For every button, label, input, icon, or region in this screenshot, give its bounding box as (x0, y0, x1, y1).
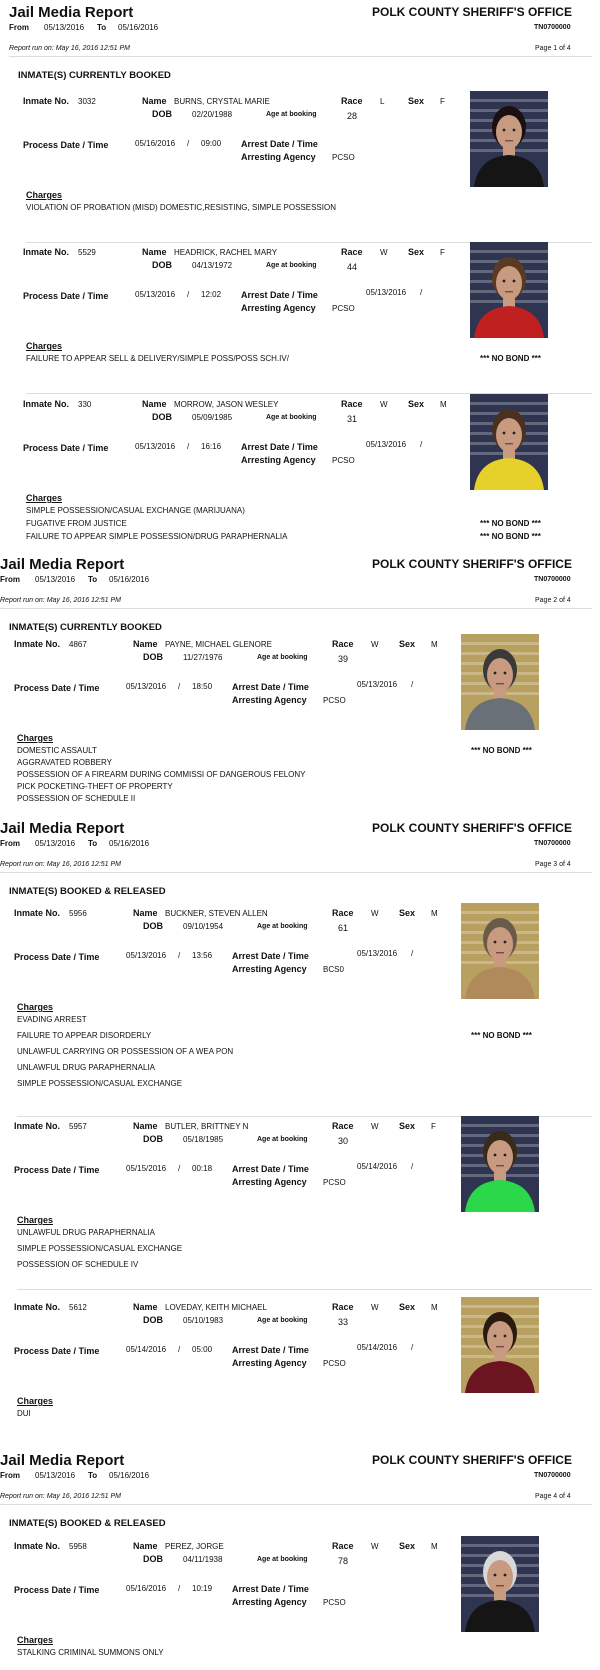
date-separator: / (187, 290, 190, 299)
report-title: Jail Media Report (0, 1452, 125, 1469)
inmate-number: 5612 (69, 1303, 87, 1312)
charges-label: Charges (17, 1002, 54, 1012)
age-value: 30 (338, 1136, 349, 1146)
charge-line: POSSESSION OF A FIREARM DURING COMMISSI OF DANGEROUS FELONY (17, 770, 306, 779)
section-title: INMATE(S) CURRENTLY BOOKED (9, 622, 162, 633)
to-label: To (97, 23, 107, 32)
report-code: TN0700000 (534, 576, 571, 583)
charges-label: Charges (17, 1635, 54, 1645)
charge-line: UNLAWFUL DRUG PARAPHERNALIA (17, 1063, 155, 1072)
process-label: Process Date / Time (14, 1165, 100, 1175)
race-value: W (371, 1122, 379, 1131)
inmate-number: 5529 (78, 248, 96, 257)
dob-value: 05/10/1983 (183, 1316, 224, 1325)
sex-label: Sex (408, 399, 425, 409)
to-label: To (88, 1471, 98, 1480)
page-number: Page 2 of 4 (535, 597, 571, 604)
sex-label: Sex (399, 1541, 416, 1551)
divider (0, 872, 592, 873)
agency-label: Arresting Agency (232, 1597, 307, 1607)
inmate-number: 4867 (69, 640, 87, 649)
divider (0, 608, 592, 609)
process-date: 05/14/2016 (126, 1345, 167, 1354)
process-time: 18:50 (192, 682, 213, 691)
inmate-no-label: Inmate No. (23, 96, 70, 106)
inmate-no-label: Inmate No. (23, 399, 70, 409)
agency-name: POLK COUNTY SHERIFF'S OFFICE (372, 821, 572, 835)
arresting-agency: PCSO (332, 153, 355, 162)
race-value: W (371, 1542, 379, 1551)
charge-line: UNLAWFUL DRUG PARAPHERNALIA (17, 1228, 155, 1237)
sex-value: M (431, 640, 438, 649)
from-date: 05/13/2016 (44, 23, 85, 32)
date-separator: / (420, 288, 423, 297)
from-date: 05/13/2016 (35, 1471, 76, 1480)
charge-line: POSSESSION OF SCHEDULE II (17, 794, 136, 803)
arresting-agency: PCSO (323, 1359, 346, 1368)
agency-label: Arresting Agency (232, 964, 307, 974)
age-value: 44 (347, 262, 358, 272)
process-time: 00:18 (192, 1164, 213, 1173)
arrest-date: 05/13/2016 (357, 949, 398, 958)
charges-label: Charges (17, 1215, 54, 1225)
name-label: Name (133, 639, 158, 649)
date-separator: / (187, 139, 190, 148)
inmate-name: PAYNE, MICHAEL GLENORE (165, 640, 272, 649)
name-label: Name (142, 399, 167, 409)
arrest-label: Arrest Date / Time (232, 1584, 309, 1594)
sex-label: Sex (399, 908, 416, 918)
arrest-date: 05/13/2016 (357, 680, 398, 689)
booking-photo (470, 91, 548, 187)
from-date: 05/13/2016 (35, 839, 76, 848)
bond-status: *** NO BOND *** (480, 354, 541, 363)
process-time: 13:56 (192, 951, 213, 960)
inmate-no-label: Inmate No. (14, 908, 61, 918)
dob-value: 09/10/1954 (183, 922, 224, 931)
charge-line: SIMPLE POSSESSION/CASUAL EXCHANGE (MARIJUANA) (26, 506, 245, 515)
page-number: Page 1 of 4 (535, 45, 571, 52)
process-label: Process Date / Time (14, 1585, 100, 1595)
booking-photo (461, 1536, 539, 1632)
report-run-on: Report run on: May 16, 2016 12:51 PM (0, 861, 122, 868)
date-separator: / (178, 1345, 181, 1354)
inmate-no-label: Inmate No. (14, 1541, 61, 1551)
inmate-number: 5958 (69, 1542, 87, 1551)
agency-label: Arresting Agency (232, 695, 307, 705)
inmate-number: 3032 (78, 97, 96, 106)
agency-label: Arresting Agency (241, 455, 316, 465)
race-label: Race (332, 1121, 354, 1131)
process-label: Process Date / Time (23, 443, 109, 453)
dob-label: DOB (143, 1315, 163, 1325)
report-run-on: Report run on: May 16, 2016 12:51 PM (9, 45, 131, 52)
age-value: 31 (347, 414, 358, 424)
from-label: From (0, 839, 20, 848)
charge-line: UNLAWFUL CARRYING OR POSSESSION OF A WEA PON (17, 1047, 234, 1056)
section-title: INMATE(S) BOOKED & RELEASED (9, 1518, 166, 1529)
age-label: Age at booking (257, 654, 308, 661)
race-label: Race (332, 1302, 354, 1312)
inmate-name: PEREZ, JORGE (165, 1542, 224, 1551)
inmate-no-label: Inmate No. (14, 1121, 61, 1131)
from-label: From (0, 1471, 20, 1480)
name-label: Name (133, 908, 158, 918)
dob-value: 02/20/1988 (192, 110, 233, 119)
race-label: Race (341, 247, 363, 257)
divider (17, 1289, 592, 1290)
to-date: 05/16/2016 (109, 575, 150, 584)
report-code: TN0700000 (534, 1472, 571, 1479)
dob-label: DOB (143, 1134, 163, 1144)
sex-label: Sex (408, 247, 425, 257)
sex-value: M (431, 1542, 438, 1551)
date-separator: / (411, 1343, 414, 1352)
process-label: Process Date / Time (23, 140, 109, 150)
dob-value: 05/18/1985 (183, 1135, 224, 1144)
race-value: W (371, 640, 379, 649)
arresting-agency: PCSO (323, 696, 346, 705)
arrest-label: Arrest Date / Time (232, 951, 309, 961)
bond-status: *** NO BOND *** (471, 746, 532, 755)
process-time: 16:16 (201, 442, 222, 451)
charge-line: FAILURE TO APPEAR SIMPLE POSSESSION/DRUG PARAPHERNALIA (26, 532, 288, 541)
charge-line: VIOLATION OF PROBATION (MISD) DOMESTIC,RESISTING, SIMPLE POSSESSION (26, 203, 336, 212)
date-separator: / (411, 680, 414, 689)
name-label: Name (133, 1541, 158, 1551)
process-date: 05/13/2016 (126, 951, 167, 960)
charges-label: Charges (26, 493, 63, 503)
inmate-no-label: Inmate No. (14, 1302, 61, 1312)
dob-label: DOB (143, 1554, 163, 1564)
sex-value: M (431, 1303, 438, 1312)
process-date: 05/13/2016 (135, 290, 176, 299)
name-label: Name (142, 247, 167, 257)
inmate-number: 5956 (69, 909, 87, 918)
process-date: 05/15/2016 (126, 1164, 167, 1173)
charge-line: FUGATIVE FROM JUSTICE (26, 519, 127, 528)
report-title: Jail Media Report (0, 556, 125, 573)
inmate-number: 5957 (69, 1122, 87, 1131)
process-date: 05/13/2016 (135, 442, 176, 451)
sex-value: M (440, 400, 447, 409)
report-code: TN0700000 (534, 24, 571, 31)
dob-label: DOB (152, 260, 172, 270)
inmate-name: BUTLER, BRITTNEY N (165, 1122, 249, 1131)
process-date: 05/16/2016 (135, 139, 176, 148)
section-title: INMATE(S) BOOKED & RELEASED (9, 886, 166, 897)
from-label: From (9, 23, 29, 32)
booking-photo (470, 394, 548, 490)
age-value: 39 (338, 654, 349, 664)
agency-name: POLK COUNTY SHERIFF'S OFFICE (372, 1453, 572, 1467)
dob-label: DOB (152, 109, 172, 119)
inmate-number: 330 (78, 400, 92, 409)
process-time: 12:02 (201, 290, 222, 299)
date-separator: / (420, 440, 423, 449)
race-value: W (371, 1303, 379, 1312)
race-value: W (380, 248, 388, 257)
agency-label: Arresting Agency (232, 1358, 307, 1368)
date-separator: / (411, 949, 414, 958)
process-label: Process Date / Time (14, 683, 100, 693)
agency-name: POLK COUNTY SHERIFF'S OFFICE (372, 557, 572, 571)
booking-photo (461, 1297, 539, 1393)
agency-label: Arresting Agency (232, 1177, 307, 1187)
age-label: Age at booking (257, 923, 308, 930)
inmate-name: LOVEDAY, KEITH MICHAEL (165, 1303, 267, 1312)
arrest-date: 05/13/2016 (366, 440, 407, 449)
race-value: W (380, 400, 388, 409)
race-label: Race (341, 96, 363, 106)
to-date: 05/16/2016 (109, 1471, 150, 1480)
age-label: Age at booking (266, 262, 317, 269)
age-label: Age at booking (257, 1136, 308, 1143)
report-run-on: Report run on: May 16, 2016 12:51 PM (0, 597, 122, 604)
process-label: Process Date / Time (23, 291, 109, 301)
agency-name: POLK COUNTY SHERIFF'S OFFICE (372, 5, 572, 19)
process-time: 09:00 (201, 139, 222, 148)
dob-label: DOB (143, 652, 163, 662)
arrest-label: Arrest Date / Time (241, 139, 318, 149)
sex-label: Sex (399, 1121, 416, 1131)
process-date: 05/13/2016 (126, 682, 167, 691)
arrest-date: 05/14/2016 (357, 1343, 398, 1352)
arrest-label: Arrest Date / Time (241, 442, 318, 452)
dob-label: DOB (152, 412, 172, 422)
date-separator: / (178, 1584, 181, 1593)
age-label: Age at booking (266, 111, 317, 118)
booking-photo (461, 1116, 539, 1212)
charges-label: Charges (26, 190, 63, 200)
date-separator: / (178, 951, 181, 960)
charge-line: AGGRAVATED ROBBERY (17, 758, 112, 767)
inmate-name: HEADRICK, RACHEL MARY (174, 248, 278, 257)
page-number: Page 3 of 4 (535, 861, 571, 868)
to-date: 05/16/2016 (109, 839, 150, 848)
inmate-name: BUCKNER, STEVEN ALLEN (165, 909, 268, 918)
inmate-no-label: Inmate No. (23, 247, 70, 257)
age-value: 28 (347, 111, 358, 121)
sex-value: M (431, 909, 438, 918)
arrest-label: Arrest Date / Time (241, 290, 318, 300)
booking-photo (461, 634, 539, 730)
arrest-date: 05/13/2016 (366, 288, 407, 297)
sex-value: F (431, 1122, 436, 1131)
to-date: 05/16/2016 (118, 23, 159, 32)
page-number: Page 4 of 4 (535, 1493, 571, 1500)
charges-label: Charges (17, 733, 54, 743)
age-label: Age at booking (266, 414, 317, 421)
process-time: 05:00 (192, 1345, 213, 1354)
date-separator: / (178, 1164, 181, 1173)
dob-value: 04/13/1972 (192, 261, 233, 270)
charge-line: SIMPLE POSSESSION/CASUAL EXCHANGE (17, 1244, 183, 1253)
arresting-agency: PCSO (332, 456, 355, 465)
race-value: L (380, 97, 385, 106)
dob-label: DOB (143, 921, 163, 931)
arrest-label: Arrest Date / Time (232, 1345, 309, 1355)
arresting-agency: PCSO (323, 1598, 346, 1607)
to-label: To (88, 839, 98, 848)
bond-status: *** NO BOND *** (471, 1031, 532, 1040)
report-code: TN0700000 (534, 840, 571, 847)
divider (0, 1504, 592, 1505)
arresting-agency: PCSO (323, 1178, 346, 1187)
name-label: Name (133, 1302, 158, 1312)
bond-status: *** NO BOND *** (480, 519, 541, 528)
arrest-date: 05/14/2016 (357, 1162, 398, 1171)
from-label: From (0, 575, 20, 584)
charge-line: FAILURE TO APPEAR SELL & DELIVERY/SIMPLE POSS/POSS SCH.IV/ (26, 354, 289, 363)
date-separator: / (178, 682, 181, 691)
charge-line: DUI (17, 1409, 31, 1418)
process-date: 05/16/2016 (126, 1584, 167, 1593)
race-label: Race (332, 908, 354, 918)
charge-line: STALKING CRIMINAL SUMMONS ONLY (17, 1648, 164, 1657)
age-label: Age at booking (257, 1317, 308, 1324)
to-label: To (88, 575, 98, 584)
report-run-on: Report run on: May 16, 2016 12:51 PM (0, 1493, 122, 1500)
process-time: 10:19 (192, 1584, 213, 1593)
charge-line: EVADING ARREST (17, 1015, 87, 1024)
sex-value: F (440, 248, 445, 257)
sex-label: Sex (408, 96, 425, 106)
dob-value: 05/09/1985 (192, 413, 233, 422)
charges-label: Charges (26, 341, 63, 351)
arresting-agency: BCS0 (323, 965, 344, 974)
race-label: Race (332, 1541, 354, 1551)
race-label: Race (332, 639, 354, 649)
divider (9, 56, 592, 57)
age-value: 33 (338, 1317, 349, 1327)
sex-value: F (440, 97, 445, 106)
inmate-name: MORROW, JASON WESLEY (174, 400, 279, 409)
charge-line: FAILURE TO APPEAR DISORDERLY (17, 1031, 152, 1040)
booking-photo (461, 903, 539, 999)
from-date: 05/13/2016 (35, 575, 76, 584)
dob-value: 04/11/1938 (183, 1555, 223, 1564)
section-title: INMATE(S) CURRENTLY BOOKED (18, 70, 171, 81)
charge-line: PICK POCKETING-THEFT OF PROPERTY (17, 782, 173, 791)
booking-photo (470, 242, 548, 338)
bond-status: *** NO BOND *** (480, 532, 541, 541)
date-separator: / (411, 1162, 414, 1171)
charge-line: DOMESTIC ASSAULT (17, 746, 97, 755)
agency-label: Arresting Agency (241, 303, 316, 313)
age-value: 61 (338, 923, 349, 933)
arresting-agency: PCSO (332, 304, 355, 313)
report-title: Jail Media Report (9, 4, 134, 21)
inmate-no-label: Inmate No. (14, 639, 61, 649)
date-separator: / (187, 442, 190, 451)
sex-label: Sex (399, 1302, 416, 1312)
age-label: Age at booking (257, 1556, 308, 1563)
sex-label: Sex (399, 639, 416, 649)
process-label: Process Date / Time (14, 952, 100, 962)
charge-line: SIMPLE POSSESSION/CASUAL EXCHANGE (17, 1079, 183, 1088)
charges-label: Charges (17, 1396, 54, 1406)
report-title: Jail Media Report (0, 820, 125, 837)
arrest-label: Arrest Date / Time (232, 1164, 309, 1174)
agency-label: Arresting Agency (241, 152, 316, 162)
race-label: Race (341, 399, 363, 409)
dob-value: 11/27/1976 (183, 653, 223, 662)
name-label: Name (142, 96, 167, 106)
arrest-label: Arrest Date / Time (232, 682, 309, 692)
inmate-name: BURNS, CRYSTAL MARIE (174, 97, 270, 106)
age-value: 78 (338, 1556, 349, 1566)
process-label: Process Date / Time (14, 1346, 100, 1356)
charge-line: POSSESSION OF SCHEDULE IV (17, 1260, 139, 1269)
name-label: Name (133, 1121, 158, 1131)
race-value: W (371, 909, 379, 918)
